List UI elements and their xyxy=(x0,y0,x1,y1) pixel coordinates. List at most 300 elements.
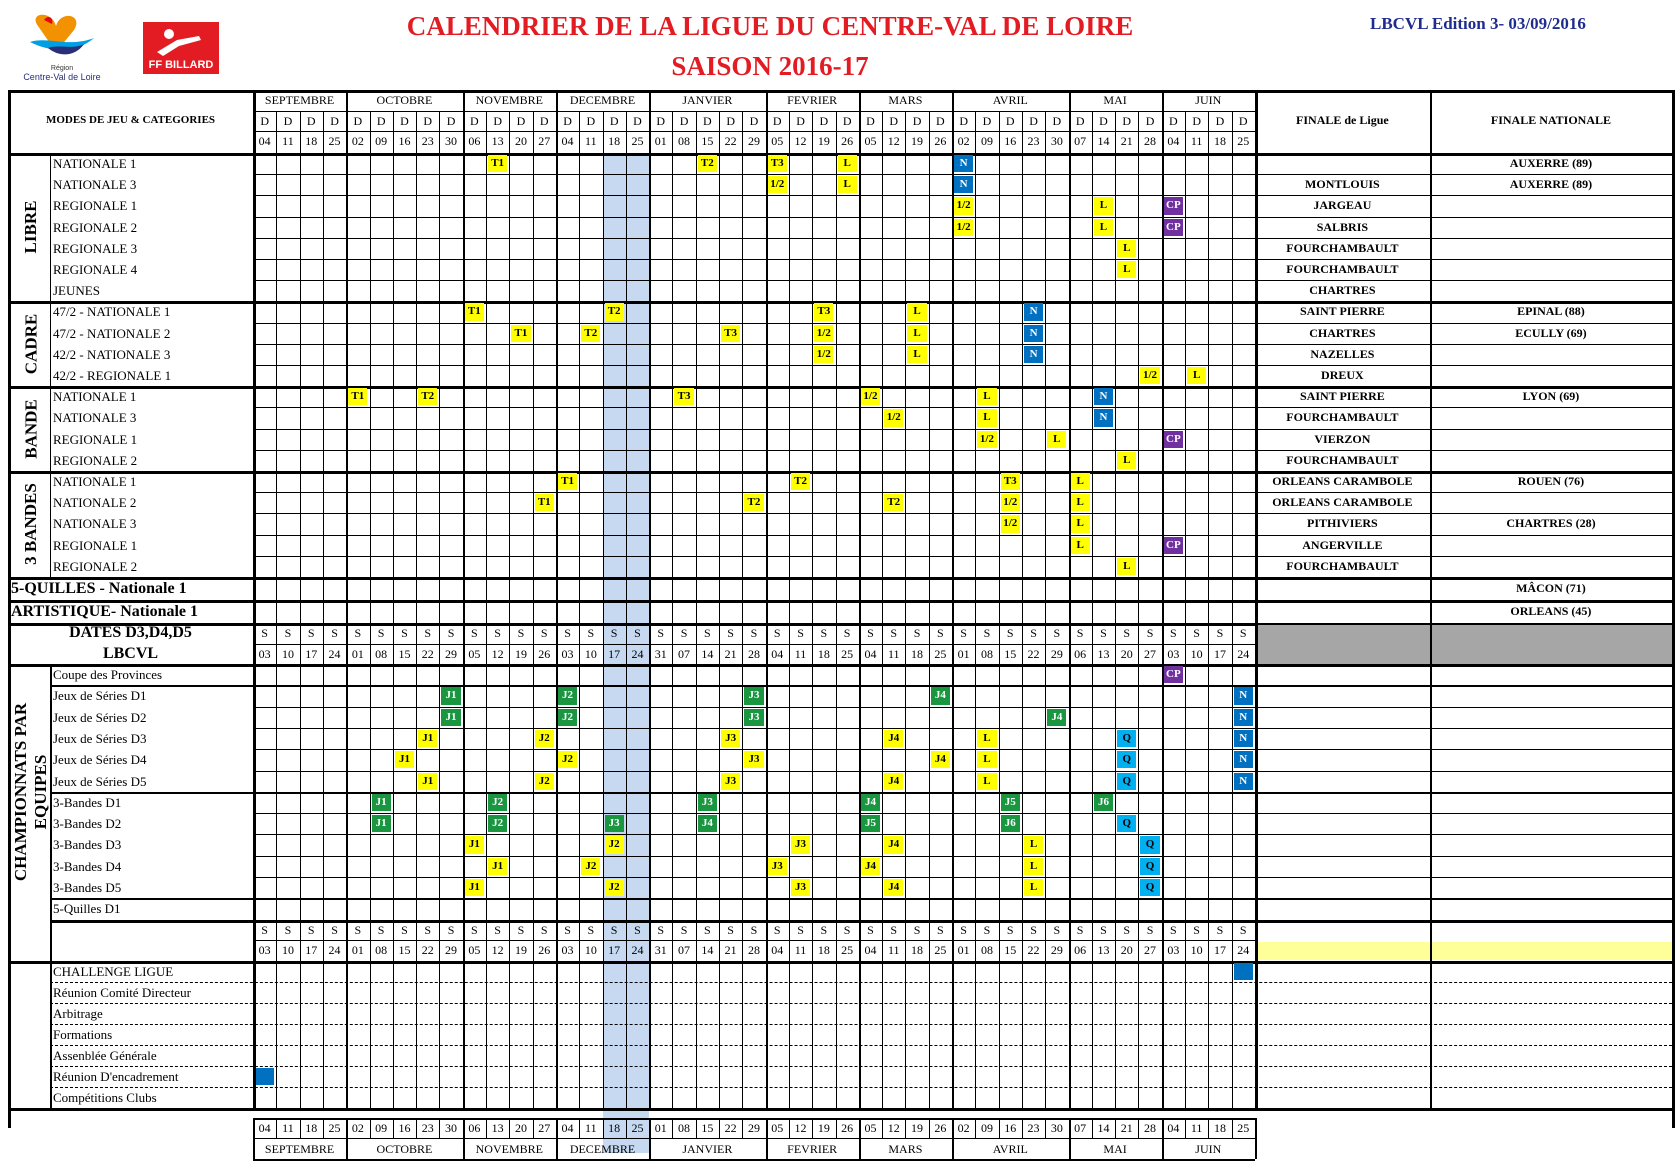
event-marker: J3 xyxy=(744,751,763,768)
sat-number-cell: 15 xyxy=(1004,646,1017,661)
day-letter-cell: D xyxy=(1145,113,1155,128)
sat-number-cell: 31 xyxy=(654,943,667,958)
sat-letter-cell: S xyxy=(494,626,501,640)
day-letter-cell: D xyxy=(982,113,992,128)
month-header: AVRIL xyxy=(992,93,1028,107)
sat-letter-cell: S xyxy=(657,922,665,937)
event-marker: Q xyxy=(1117,751,1136,768)
day-letter-cell: D xyxy=(470,113,479,128)
month-header: DECEMBRE xyxy=(569,93,636,107)
month-header: OCTOBRE xyxy=(376,93,433,107)
sat-number-cell: 17 xyxy=(305,646,318,661)
event-marker: L xyxy=(1117,261,1136,278)
modes-header: MODES DE JEU & CATEGORIES xyxy=(45,114,216,126)
sat-letter-cell: S xyxy=(540,626,548,640)
misc-row-label: Arbitrage xyxy=(53,1005,103,1021)
day-number-cell: 21 xyxy=(1120,134,1133,148)
event-marker: L xyxy=(1071,494,1090,511)
event-marker: J4 xyxy=(884,773,903,790)
group-label: LIBRE xyxy=(21,200,41,254)
sat-number-cell: 10 xyxy=(281,943,294,958)
grid-line xyxy=(253,238,1672,239)
sat-number-cell: 19 xyxy=(514,646,527,661)
footer-day-number: 07 xyxy=(1074,1120,1087,1135)
finale-ligue-cell: ORLEANS CARAMBOLE xyxy=(1272,474,1413,488)
sat-number-cell: 28 xyxy=(747,943,760,958)
category-row-label: NATIONALE 3 xyxy=(53,410,137,426)
grid-line xyxy=(253,344,1672,345)
grid-line xyxy=(253,195,1672,196)
sat-letter-cell: S xyxy=(1169,922,1177,937)
sat-letter-cell: S xyxy=(377,626,385,640)
day-letter-cell: D xyxy=(656,113,666,128)
sat-letter-cell: S xyxy=(890,922,898,937)
sat-letter-cell: S xyxy=(750,922,758,937)
column-line xyxy=(533,111,534,1108)
sat-number-cell: 26 xyxy=(538,646,551,661)
event-marker: J5 xyxy=(1001,794,1020,811)
event-marker: L xyxy=(907,346,926,363)
sat-number-cell: 29 xyxy=(445,646,458,661)
grid-line xyxy=(253,1138,1255,1139)
sat-letter-cell: S xyxy=(284,922,292,937)
event-marker: J5 xyxy=(861,815,880,832)
sat-letter-cell: S xyxy=(517,922,525,937)
event-marker: J1 xyxy=(488,858,507,875)
sat-letter-cell: S xyxy=(983,626,991,640)
footer-day-number: 22 xyxy=(724,1120,737,1135)
day-letter-cell: D xyxy=(749,113,759,128)
event-marker: J2 xyxy=(488,815,507,832)
event-marker: 1/2 xyxy=(1140,367,1159,384)
sat-letter-cell: S xyxy=(890,626,898,640)
event-marker: CP xyxy=(1164,537,1183,554)
sat-letter-cell: S xyxy=(797,626,804,640)
event-marker: J4 xyxy=(884,836,903,853)
grid-line xyxy=(253,280,1672,281)
day-letter-cell: D xyxy=(1192,113,1201,128)
sat-number-cell: 12 xyxy=(491,943,504,958)
footer-column-line xyxy=(556,1118,558,1159)
sat-number-cell: 11 xyxy=(794,646,807,661)
finale-ligue-cell: ANGERVILLE xyxy=(1302,537,1383,552)
category-row-label: REGIONALE 2 xyxy=(53,558,138,574)
sat-number-cell: 17 xyxy=(1213,646,1226,661)
column-line xyxy=(789,111,790,1108)
sat-letter-cell: S xyxy=(657,626,665,640)
grid-line xyxy=(253,131,1255,132)
grid-line xyxy=(50,386,51,471)
day-letter-cell: D xyxy=(586,113,596,128)
event-marker: L xyxy=(1187,367,1206,384)
sat-letter-cell: S xyxy=(470,626,478,640)
day-number-cell: 25 xyxy=(631,134,644,148)
day-number-cell: 18 xyxy=(608,134,621,148)
day-letter-cell: D xyxy=(959,113,968,128)
event-marker: Q xyxy=(1140,836,1159,853)
team-row-label: 3-Bandes D1 xyxy=(53,794,122,810)
day-number-cell: 16 xyxy=(398,134,411,148)
day-number-cell: 29 xyxy=(747,134,760,148)
footer-column-line xyxy=(1138,1118,1139,1138)
column-line xyxy=(882,111,883,1108)
team-row-label: Jeux de Séries D2 xyxy=(53,709,147,725)
dashed-row-line xyxy=(50,1024,1672,1025)
footer-month-name: MAI xyxy=(1103,1141,1127,1156)
sat-letter-cell: S xyxy=(424,922,432,937)
footer-column-line xyxy=(929,1118,930,1138)
sat-letter-cell: S xyxy=(773,922,781,937)
sat-number-cell: 31 xyxy=(654,646,667,661)
sat-number-cell: 20 xyxy=(1120,943,1133,958)
footer-month-name: DECEMBRE xyxy=(569,1141,636,1156)
footer-day-number: 11 xyxy=(585,1120,597,1135)
pale-yellow-block xyxy=(1257,942,1672,960)
finale-nationale-cell: AUXERRE (89) xyxy=(1509,156,1593,170)
footer-month-name: JANVIER xyxy=(682,1141,733,1156)
day-letter-cell: D xyxy=(679,113,689,128)
sat-letter-cell: S xyxy=(1193,626,1200,640)
grid-line xyxy=(253,749,1672,750)
category-row-label: REGIONALE 1 xyxy=(53,537,138,553)
category-row-label: REGIONALE 1 xyxy=(53,431,138,447)
sat-number-cell: 19 xyxy=(514,943,527,958)
footer-day-number: 30 xyxy=(445,1120,458,1135)
sat-letter-cell: S xyxy=(1239,922,1247,937)
event-marker: 1/2 xyxy=(954,197,973,214)
finale-ligue-cell: NAZELLES xyxy=(1310,346,1375,361)
footer-column-line xyxy=(672,1118,673,1138)
finale-ligue-cell: SALBRIS xyxy=(1316,219,1369,234)
grid-line xyxy=(50,961,52,1108)
event-marker xyxy=(1234,963,1253,980)
sat-number-cell: 04 xyxy=(864,646,877,661)
sat-number-cell: 03 xyxy=(258,646,271,661)
column-line xyxy=(1185,111,1186,1108)
sat-letter-cell: S xyxy=(960,626,967,640)
event-marker: J2 xyxy=(605,836,624,853)
grid-line xyxy=(253,365,1672,366)
footer-column-line xyxy=(1232,1118,1233,1138)
day-letter-cell: D xyxy=(1075,113,1085,128)
footer-day-number: 08 xyxy=(678,1120,691,1135)
event-marker: L xyxy=(1117,452,1136,469)
column-line xyxy=(929,111,930,1108)
day-letter-cell: D xyxy=(796,113,805,128)
grid-line xyxy=(253,834,1672,835)
grid-line xyxy=(253,1118,1255,1120)
day-letter-cell: D xyxy=(539,113,549,128)
sat-number-cell: 28 xyxy=(747,646,760,661)
event-marker: J3 xyxy=(721,773,740,790)
grid-line xyxy=(253,856,1672,857)
dashed-row-line xyxy=(50,982,1672,983)
footer-day-number: 19 xyxy=(911,1120,924,1135)
column-line xyxy=(323,111,324,1108)
category-row-label: 42/2 - NATIONALE 3 xyxy=(53,346,171,362)
column-line xyxy=(300,111,301,1108)
event-marker: T3 xyxy=(1001,473,1020,490)
event-marker: N xyxy=(1094,388,1113,405)
column-line xyxy=(579,111,580,1108)
event-marker: J1 xyxy=(465,879,484,896)
day-letter-cell: D xyxy=(1238,113,1248,128)
sat-number-cell: 18 xyxy=(817,943,830,958)
edition-label: LBCVL Edition 3- 03/09/2016 xyxy=(1370,14,1586,33)
footer-day-number: 09 xyxy=(980,1120,993,1135)
sat-number-cell: 06 xyxy=(1074,646,1087,661)
day-number-cell: 20 xyxy=(514,134,527,148)
event-marker: J2 xyxy=(535,773,554,790)
column-line xyxy=(1138,111,1139,1108)
footer-day-number: 04 xyxy=(258,1120,271,1135)
grid-line xyxy=(253,685,1672,686)
event-marker: L xyxy=(1094,197,1113,214)
sat-letter-cell: S xyxy=(773,626,781,640)
footer-column-line xyxy=(626,1118,627,1138)
event-marker: N xyxy=(1234,687,1253,704)
sat-number-cell: 08 xyxy=(980,943,993,958)
event-marker: L xyxy=(907,325,926,342)
sat-number-cell: 08 xyxy=(375,943,388,958)
sat-number-cell: 11 xyxy=(887,943,900,958)
event-marker: J3 xyxy=(721,730,740,747)
sat-letter-cell: S xyxy=(564,922,571,937)
grid-line xyxy=(50,153,51,301)
footer-day-number: 21 xyxy=(1120,1120,1133,1135)
sat-number-cell: 22 xyxy=(1027,943,1040,958)
sat-number-cell: 10 xyxy=(281,646,294,661)
day-number-cell: 30 xyxy=(445,134,458,148)
day-number-cell: 23 xyxy=(1027,134,1040,148)
day-number-cell: 19 xyxy=(911,134,924,148)
category-row-label: REGIONALE 2 xyxy=(53,219,138,235)
grid-line xyxy=(253,877,1672,878)
event-marker: J3 xyxy=(744,709,763,726)
sat-number-cell: 10 xyxy=(1190,646,1203,661)
column-line xyxy=(346,90,348,1108)
sat-number-cell: 03 xyxy=(258,943,271,958)
sat-letter-cell: S xyxy=(517,626,525,640)
sat-letter-cell: S xyxy=(331,922,338,937)
footer-day-number: 04 xyxy=(1167,1120,1180,1135)
event-marker: J3 xyxy=(791,879,810,896)
footer-month-name: MARS xyxy=(888,1141,923,1156)
sat-letter-cell: S xyxy=(494,922,501,937)
sat-number-cell: 22 xyxy=(1027,646,1040,661)
event-marker: L xyxy=(838,155,857,172)
month-header: JUIN xyxy=(1195,93,1222,107)
footer-month-name: JUIN xyxy=(1195,1141,1222,1156)
event-marker: L xyxy=(1071,537,1090,554)
event-marker: J6 xyxy=(1001,815,1020,832)
footer-day-number: 25 xyxy=(328,1120,341,1135)
column-line xyxy=(975,111,976,1108)
column-line xyxy=(1430,90,1432,1108)
footer-day-number: 23 xyxy=(421,1120,434,1135)
event-marker: J2 xyxy=(488,794,507,811)
sat-letter-cell: S xyxy=(424,626,432,640)
category-row-label: REGIONALE 4 xyxy=(53,262,138,277)
event-marker: Q xyxy=(1117,730,1136,747)
column-line xyxy=(370,111,371,1108)
sat-number-cell: 24 xyxy=(328,943,341,958)
sat-number-cell: 10 xyxy=(1190,943,1203,958)
team-row-label: Coupe des Provinces xyxy=(53,667,163,682)
day-letter-cell: D xyxy=(493,113,502,128)
event-marker: T3 xyxy=(768,155,787,172)
sat-letter-cell: S xyxy=(820,626,828,640)
sat-number-cell: 24 xyxy=(631,943,644,958)
footer-day-number: 26 xyxy=(841,1120,854,1135)
event-marker: T2 xyxy=(884,494,903,511)
day-number-cell: 12 xyxy=(887,134,900,148)
event-marker: J1 xyxy=(372,794,391,811)
day-letter-cell: D xyxy=(1215,113,1225,128)
column-line xyxy=(556,90,558,1108)
sat-letter-cell: S xyxy=(1239,626,1247,640)
month-header: NOVEMBRE xyxy=(475,93,543,107)
day-number-cell: 27 xyxy=(538,134,551,148)
event-marker: J3 xyxy=(605,815,624,832)
event-marker: J2 xyxy=(605,879,624,896)
footer-column-line xyxy=(1255,1118,1257,1159)
footer-column-line xyxy=(1162,1118,1164,1159)
column-line xyxy=(463,90,465,1108)
event-marker: L xyxy=(838,176,857,193)
sat-number-cell: 24 xyxy=(1237,646,1250,661)
event-marker: J4 xyxy=(698,815,717,832)
event-marker: T1 xyxy=(488,155,507,172)
column-line xyxy=(416,111,417,1108)
footer-column-line xyxy=(1045,1118,1046,1138)
dates-label-lbcvl: LBCVL xyxy=(102,644,159,662)
grid-line xyxy=(8,961,11,1108)
misc-row-label: CHALLENGE LIGUE xyxy=(53,963,174,979)
event-marker: T2 xyxy=(418,388,437,405)
footer-column-line xyxy=(393,1118,394,1138)
sat-letter-cell: S xyxy=(727,922,734,937)
sat-letter-cell: S xyxy=(470,922,478,937)
footer-column-line xyxy=(882,1118,883,1138)
category-row-label: 47/2 - NATIONALE 2 xyxy=(53,325,171,341)
event-marker: T1 xyxy=(558,473,577,490)
event-marker: L xyxy=(907,303,926,320)
sat-number-cell: 03 xyxy=(561,943,574,958)
sat-letter-cell: S xyxy=(331,626,338,640)
team-group-label: CHAMPIONNATS PAR EQUIPES xyxy=(11,702,50,881)
event-marker: J4 xyxy=(1047,709,1066,726)
finale-ligue-cell: DREUX xyxy=(1321,368,1364,382)
sat-number-cell: 17 xyxy=(608,646,621,661)
day-number-cell: 18 xyxy=(1213,134,1226,148)
grid-line xyxy=(253,728,1672,729)
column-line xyxy=(603,111,604,1108)
footer-column-line xyxy=(509,1118,510,1138)
column-line xyxy=(766,90,768,1108)
day-letter-cell: D xyxy=(376,113,386,128)
event-marker: J4 xyxy=(884,730,903,747)
footer-month-name: NOVEMBRE xyxy=(475,1141,543,1156)
footer-month-name: AVRIL xyxy=(992,1141,1028,1156)
sat-number-cell: 22 xyxy=(421,646,434,661)
sat-number-cell: 01 xyxy=(957,646,970,661)
misc-row-label: Réunion Comité Directeur xyxy=(53,984,191,1000)
column-line xyxy=(1115,111,1116,1108)
day-letter-cell: D xyxy=(609,113,619,128)
footer-column-line xyxy=(905,1118,906,1138)
footer-day-number: 25 xyxy=(631,1120,644,1135)
sat-number-cell: 04 xyxy=(771,943,784,958)
sat-number-cell: 27 xyxy=(1144,646,1157,661)
sat-number-cell: 15 xyxy=(398,943,411,958)
sat-letter-cell: S xyxy=(1100,626,1107,640)
sat-number-cell: 01 xyxy=(957,943,970,958)
day-number-cell: 09 xyxy=(375,134,388,148)
category-row-label: NATIONALE 1 xyxy=(53,474,137,489)
finale-nationale-cell: ROUEN (76) xyxy=(1517,474,1585,488)
event-marker: T2 xyxy=(698,155,717,172)
footer-day-number: 02 xyxy=(957,1120,970,1135)
sat-number-cell: 21 xyxy=(724,943,737,958)
event-marker xyxy=(255,1068,274,1085)
event-marker: T3 xyxy=(814,303,833,320)
day-number-cell: 01 xyxy=(654,134,667,148)
sat-letter-cell: S xyxy=(680,922,688,937)
sat-letter-cell: S xyxy=(634,626,641,640)
event-marker: J2 xyxy=(558,751,577,768)
sat-letter-cell: S xyxy=(401,626,408,640)
footer-day-number: 01 xyxy=(654,1120,667,1135)
sat-number-cell: 18 xyxy=(911,646,924,661)
day-letter-cell: D xyxy=(842,113,852,128)
finale-nationale-cell: CHARTRES (28) xyxy=(1506,516,1596,531)
category-row-label: JEUNES xyxy=(53,283,100,299)
sat-letter-cell: S xyxy=(610,922,618,937)
sat-letter-cell: S xyxy=(1006,626,1014,640)
sat-letter-cell: S xyxy=(1146,922,1154,937)
footer-column-line xyxy=(253,1118,255,1159)
category-row-label: REGIONALE 1 xyxy=(53,198,138,214)
footer-column-line xyxy=(463,1118,465,1159)
sat-number-cell: 08 xyxy=(980,646,993,661)
sat-number-cell: 11 xyxy=(887,646,900,661)
footer-day-number: 09 xyxy=(375,1120,388,1135)
event-marker: N xyxy=(1024,346,1043,363)
sat-letter-cell: S xyxy=(587,626,595,640)
footer-column-line xyxy=(1185,1118,1186,1138)
day-letter-cell: D xyxy=(1052,113,1062,128)
footer-column-line xyxy=(276,1118,277,1138)
sat-number-cell: 25 xyxy=(934,943,947,958)
category-row-label: NATIONALE 3 xyxy=(53,516,137,532)
event-marker: L xyxy=(1117,558,1136,575)
event-marker: T2 xyxy=(744,494,763,511)
event-marker: L xyxy=(1024,858,1043,875)
event-marker: N xyxy=(1024,325,1043,342)
day-letter-cell: D xyxy=(516,113,526,128)
team-row-label: 3-Bandes D2 xyxy=(53,816,122,832)
event-marker: L xyxy=(1094,219,1113,236)
sat-number-cell: 03 xyxy=(1167,646,1180,661)
sat-letter-cell: S xyxy=(634,922,641,937)
sat-letter-cell: S xyxy=(354,626,362,640)
sat-letter-cell: S xyxy=(1123,922,1131,937)
sat-number-cell: 04 xyxy=(864,943,877,958)
sat-number-cell: 29 xyxy=(1050,943,1063,958)
day-letter-cell: D xyxy=(306,113,316,128)
sat-letter-cell: S xyxy=(1053,922,1061,937)
